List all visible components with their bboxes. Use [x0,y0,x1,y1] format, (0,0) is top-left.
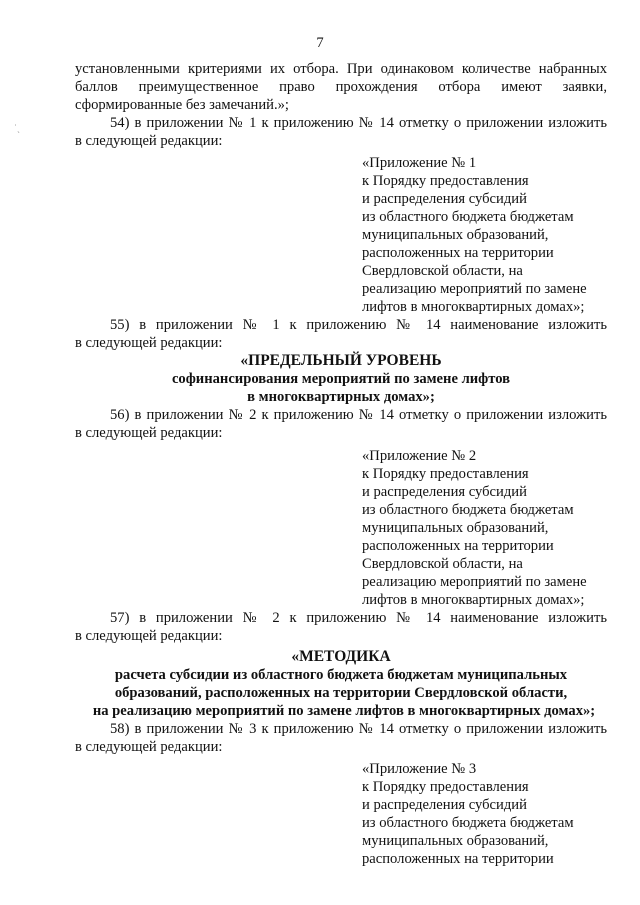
attachment-2-line: к Порядку предоставления [362,466,529,482]
attachment-2-line: муниципальных образований, [362,520,549,536]
attachment-1-line: к Порядку предоставления [362,173,529,189]
attachment-2-line: из областного бюджета бюджетам [362,502,574,518]
scan-mark: ˙ˏ [14,123,20,133]
attachment-1-line: Свердловской области, на [362,263,523,279]
paragraph-55-line-2: в следующей редакции: [75,335,223,351]
attachment-1-line: из областного бюджета бюджетам [362,209,574,225]
heading-methodology-line-3: образований, расположенных на территории Свердловской области, [114,685,568,701]
heading-methodology-line-2: расчета субсидии из областного бюджета бюджетам муниципальных [114,667,568,683]
attachment-3-line: муниципальных образований, [362,833,549,849]
attachment-3-line: расположенных на территории [362,851,554,867]
paragraph-56-line-2: в следующей редакции: [75,425,223,441]
attachment-note-3 [362,760,607,868]
paragraph-57-line-1: 57) в приложении № 2 к приложению № 14 наименование изложить [110,610,607,626]
attachment-2-line: реализацию мероприятий по замене [362,574,587,590]
attachment-1-line: лифтов в многоквартирных домах»; [362,299,585,315]
paragraph-58-line-2: в следующей редакции: [75,739,223,755]
attachment-1-line: «Приложение № 1 [362,155,477,171]
attachment-3-line: «Приложение № 3 [362,761,477,777]
paragraph-54-line-2: в следующей редакции: [75,133,223,149]
attachment-1-line: и распределения субсидий [362,191,527,207]
attachment-1-line: муниципальных образований, [362,227,549,243]
attachment-1-line: расположенных на территории [362,245,554,261]
paragraph-intro-line-3: сформированные без замечаний.»; [75,97,289,113]
attachment-note-1 [362,154,607,316]
attachment-2-line: лифтов в многоквартирных домах»; [362,592,585,608]
paragraph-54-line-1: 54) в приложении № 1 к приложению № 14 отметку о приложении изложить [110,115,607,131]
heading-limit-level-line-2: софинансирования мероприятий по замене лифтов [171,371,511,387]
paragraph-55-line-1: 55) в приложении № 1 к приложению № 14 наименование изложить [110,317,607,333]
attachment-3-line: из областного бюджета бюджетам [362,815,574,831]
document-body [75,60,607,868]
attachment-3-line: и распределения субсидий [362,797,527,813]
attachment-2-line: «Приложение № 2 [362,448,477,464]
attachment-2-line: Свердловской области, на [362,556,523,572]
attachment-3-line: к Порядку предоставления [362,779,529,795]
attachment-2-line: расположенных на территории [362,538,554,554]
page-number: 7 [316,35,324,51]
heading-limit-level-line-3: в многоквартирных домах»; [247,389,435,405]
attachment-note-2 [362,447,607,609]
paragraph-intro-line-1: установленными критериями их отбора. При одинаковом количестве набранных [75,61,607,77]
paragraph-56-line-1: 56) в приложении № 2 к приложению № 14 отметку о приложении изложить [110,407,607,423]
paragraph-57-line-2: в следующей редакции: [75,628,223,644]
paragraph-58-line-1: 58) в приложении № 3 к приложению № 14 отметку о приложении изложить [110,721,607,737]
attachment-1-line: реализацию мероприятий по замене [362,281,587,297]
heading-methodology-title: «МЕТОДИКА [291,648,391,665]
heading-limit-level-title: «ПРЕДЕЛЬНЫЙ УРОВЕНЬ [240,352,442,369]
attachment-2-line: и распределения субсидий [362,484,527,500]
paragraph-intro-line-2: баллов преимущественное право прохождения отбора имеют заявки, [75,79,607,95]
heading-methodology-line-4: на реализацию мероприятий по замене лифтов в многоквартирных домах»; [92,703,596,719]
